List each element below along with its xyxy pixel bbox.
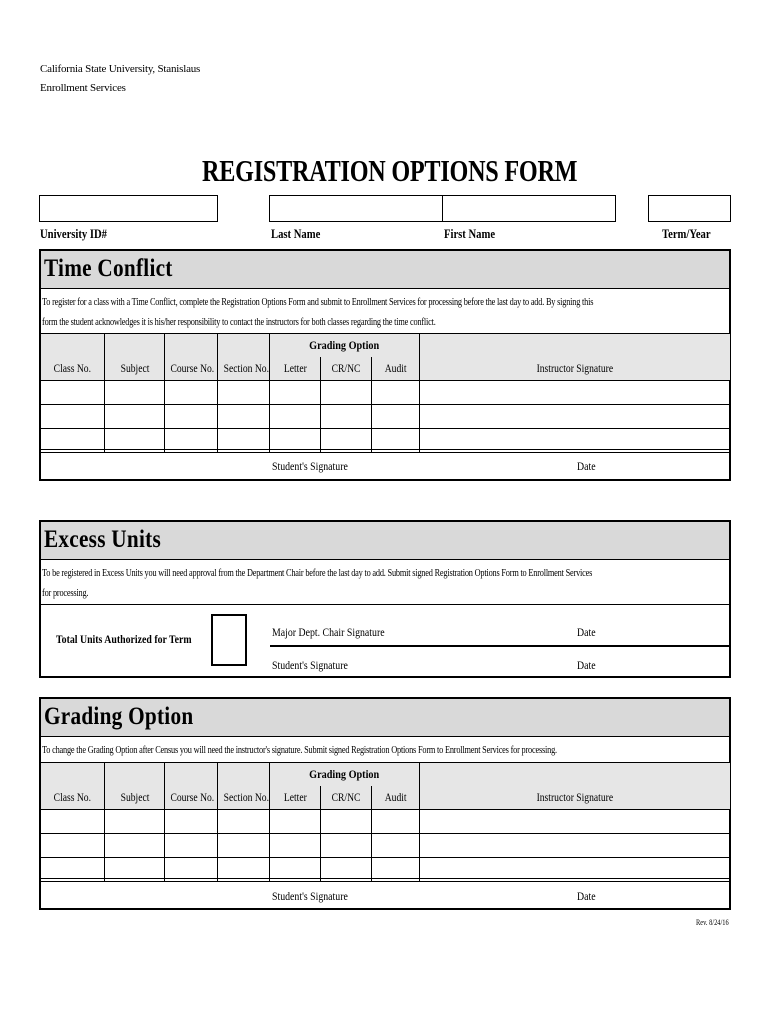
last-name-label: Last Name bbox=[271, 227, 321, 241]
time-conflict-instructions-1: To register for a class with a Time Conflict, complete the Registration Options Form and submit to Enrollment Services for processing before the last day to add. By signing this bbox=[42, 297, 594, 308]
term-year-label: Term/Year bbox=[662, 227, 711, 241]
table-row[interactable] bbox=[41, 810, 731, 834]
grading-date-label: Date bbox=[577, 889, 596, 903]
column-section-no: Section No. bbox=[223, 361, 270, 375]
time-conflict-title: Time Conflict bbox=[44, 255, 173, 282]
column-audit: Audit bbox=[384, 361, 407, 375]
last-name-field[interactable] bbox=[269, 195, 443, 222]
first-name-label: First Name bbox=[444, 227, 496, 241]
excess-student-signature-label: Student's Signature bbox=[272, 658, 348, 672]
table-row[interactable] bbox=[41, 834, 731, 858]
column-cr-nc: CR/NC bbox=[331, 361, 361, 375]
term-year-field[interactable] bbox=[648, 195, 731, 222]
university-id-label: University ID# bbox=[40, 227, 108, 241]
chair-date-label: Date bbox=[577, 625, 596, 639]
first-name-field[interactable] bbox=[442, 195, 616, 222]
excess-units-title: Excess Units bbox=[44, 526, 161, 553]
grading-option-header bbox=[41, 699, 729, 737]
grading-student-signature-label: Student's Signature bbox=[272, 889, 348, 903]
grading-option-label: Grading Option bbox=[309, 767, 380, 781]
grading-option-table bbox=[40, 762, 731, 882]
revision-label: Rev. 8/24/16 bbox=[696, 918, 729, 927]
total-units-label: Total Units Authorized for Term bbox=[56, 632, 192, 646]
table-row[interactable] bbox=[41, 381, 731, 405]
excess-student-date-label: Date bbox=[577, 658, 596, 672]
time-conflict-column-row bbox=[41, 357, 731, 381]
table-row[interactable] bbox=[41, 405, 731, 429]
form-title: REGISTRATION OPTIONS FORM bbox=[202, 153, 578, 188]
column-instructor-signature: Instructor Signature bbox=[536, 361, 614, 375]
grading-option-label: Grading Option bbox=[309, 338, 380, 352]
column-course-no: Course No. bbox=[170, 790, 215, 804]
grading-option-title: Grading Option bbox=[44, 703, 194, 730]
time-conflict-instructions-2: form the student acknowledges it is his/her responsibility to contact the instructors for both classes regarding the time conflict. bbox=[42, 317, 436, 328]
column-class-no: Class No. bbox=[53, 361, 92, 375]
column-subject: Subject bbox=[120, 361, 149, 375]
grading-option-column-row bbox=[41, 786, 731, 810]
column-letter: Letter bbox=[283, 790, 307, 804]
excess-units-instructions-1: To be registered in Excess Units you will need approval from the Department Chair before the last day to add. Submit signed Registration Options Form to Enrollment Services bbox=[42, 568, 593, 579]
excess-units-header bbox=[41, 522, 729, 560]
column-letter: Letter bbox=[283, 361, 307, 375]
chair-signature-line[interactable] bbox=[270, 645, 730, 647]
time-conflict-table bbox=[40, 333, 731, 453]
divider bbox=[40, 604, 730, 605]
student-signature-label: Student's Signature bbox=[272, 459, 348, 473]
department-name: Enrollment Services bbox=[40, 82, 126, 94]
grading-option-instructions: To change the Grading Option after Census you will need the instructor's signature. Submit signed Registration Options Form to Enrollment Services for processing. bbox=[42, 745, 557, 756]
date-label: Date bbox=[577, 459, 596, 473]
column-cr-nc: CR/NC bbox=[331, 790, 361, 804]
chair-signature-label: Major Dept. Chair Signature bbox=[272, 625, 385, 639]
excess-units-instructions-2: for processing. bbox=[42, 588, 89, 599]
university-id-field[interactable] bbox=[39, 195, 218, 222]
divider bbox=[40, 878, 730, 879]
time-conflict-header bbox=[41, 251, 729, 289]
column-audit: Audit bbox=[384, 790, 407, 804]
divider bbox=[40, 449, 730, 450]
column-section-no: Section No. bbox=[223, 790, 270, 804]
excess-units-section bbox=[39, 520, 731, 678]
institution-name: California State University, Stanislaus bbox=[40, 63, 201, 75]
column-course-no: Course No. bbox=[170, 361, 215, 375]
column-subject: Subject bbox=[120, 790, 149, 804]
total-units-field[interactable] bbox=[211, 614, 247, 666]
grading-option-header-row bbox=[41, 763, 731, 787]
time-conflict-header-row bbox=[41, 334, 731, 358]
column-instructor-signature: Instructor Signature bbox=[536, 790, 614, 804]
column-class-no: Class No. bbox=[53, 790, 92, 804]
